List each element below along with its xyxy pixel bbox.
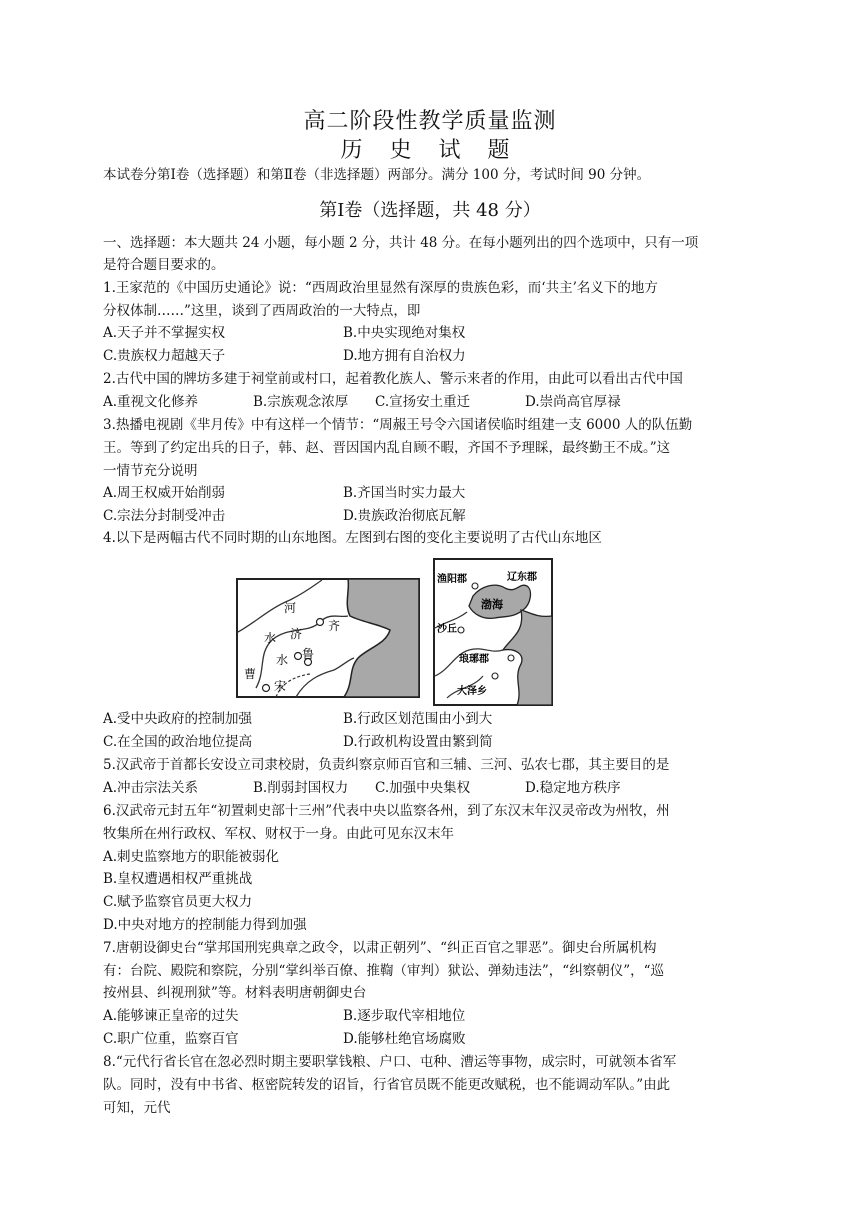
right-map-label-liaodong: 辽东郡 [507, 572, 537, 583]
right-map-label-yuyang: 渔阳郡 [437, 574, 467, 585]
q7-option-d: D.能够杜绝官场腐败 [343, 1031, 466, 1047]
right-map-label-bohai: 渤海 [481, 598, 503, 611]
q5-option-b: B.削弱封国权力 [253, 780, 349, 796]
q6-option-c: C.赋予监察官员更大权力 [103, 894, 253, 910]
q3-option-c: C.宗法分封制受冲击 [103, 508, 226, 524]
q1-option-d: D.地方拥有自治权力 [343, 348, 466, 364]
q2-option-c: C.宣扬安土重迁 [375, 394, 471, 410]
q4-option-b: B.行政区划范围由小到大 [343, 711, 493, 727]
exam-intro: 本试卷分第Ⅰ卷（选择题）和第Ⅱ卷（非选择题）两部分。满分 100 分，考试时间 90 分钟。 [103, 167, 651, 183]
q5-option-a: A.冲击宗法关系 [103, 780, 199, 796]
q5-stem-line-1: 5.汉武帝于首都长安设立司隶校尉，负责纠察京师百官和三辅、三河、弘农七郡，其主要目的是 [103, 757, 670, 773]
instructions-line-2: 是符合题目要求的。 [103, 257, 225, 273]
q1-option-a: A.天子并不掌握实权 [103, 325, 226, 341]
q6-option-b: B.皇权遭遇相权严重挑战 [103, 871, 253, 887]
q2-option-b: B.宗族观念浓厚 [253, 394, 349, 410]
q4-option-c: C.在全国的政治地位提高 [103, 734, 253, 750]
q3-stem-line-1: 3.热播电视剧《芈月传》中有这样一个情节：“周赧王号令六国诸侯临时组建一支 6000 人的队伍勤 [103, 417, 693, 433]
left-map-label-cao: 曹 [244, 667, 257, 681]
q3-stem-line-3: 一情节充分说明 [103, 463, 198, 479]
right-map-label-shaqiu: 沙丘 [437, 624, 457, 635]
q6-stem-line-2: 牧集所在州行政权、军权、财权于一身。由此可见东汉末年 [103, 826, 454, 842]
q2-option-d: D.崇尚高官厚禄 [525, 394, 621, 410]
q8-stem-line-1: 8.“元代行省长官在忽必烈时期主要职掌钱粮、户口、屯种、漕运等事物，成宗时，可就领本省军 [103, 1054, 677, 1070]
instructions-line-1: 一、选择题：本大题共 24 小题，每小题 2 分，共计 48 分。在每小题列出的四个选项中，只有一项 [103, 235, 699, 251]
q1-stem-line-1: 1.王家范的《中国历史通论》说：“西周政治里显然有深厚的贵族色彩，而‘共主’名义下的地方 [103, 280, 658, 296]
q7-option-c: C.职广位重，监察百官 [103, 1031, 239, 1047]
exam-subject: 历 史 试 题 [340, 138, 520, 163]
q7-option-b: B.逐步取代宰相地位 [343, 1008, 466, 1024]
right-map-label-langya: 琅琊郡 [459, 654, 489, 665]
q8-stem-line-2: 队。同时，没有中书省、枢密院转发的诏旨，行省官员既不能更改赋税，也不能调动军队。”由此 [103, 1077, 671, 1093]
q7-stem-line-1: 7.唐朝设御史台“掌邦国刑宪典章之政令，以肃正朝列”、“纠正百官之罪恶”。御史台所属机构 [103, 940, 657, 956]
q6-option-a: A.刺史监察地方的职能被弱化 [103, 849, 280, 865]
right-map-label-dazexiang: 大泽乡 [457, 686, 487, 697]
left-map-label-shui-1: 水 [264, 631, 277, 645]
q6-option-d: D.中央对地方的控制能力得到加强 [103, 917, 307, 933]
q6-stem-line-1: 6.汉武帝元封五年“初置刺史部十三州”代表中央以监察各州，到了东汉末年汉灵帝改为州牧，州 [103, 803, 670, 819]
exam-title: 高二阶段性教学质量监测 [303, 109, 557, 134]
left-map-zhou [236, 578, 420, 698]
q1-option-b: B.中央实现绝对集权 [343, 325, 466, 341]
left-map-label-qi: 齐 [328, 619, 341, 633]
q7-stem-line-2: 有：台院、殿院和察院，分别“掌纠举百僚、推鞫（审判）狱讼、弹劾违法”，“纠察朝仪”，“巡 [103, 963, 665, 979]
q3-option-d: D.贵族政治彻底瓦解 [343, 508, 466, 524]
left-map-label-ji: 济 [290, 627, 303, 641]
q4-option-d: D.行政机构设置由繁到简 [343, 734, 493, 750]
left-map-label-he: 河 [284, 601, 297, 615]
q1-option-c: C.贵族权力超越天子 [103, 348, 226, 364]
q2-option-a: A.重视文化修养 [103, 394, 199, 410]
q4-option-a: A.受中央政府的控制加强 [103, 711, 253, 727]
section-title: 第Ⅰ卷（选择题，共 48 分） [319, 200, 541, 221]
left-map-label-lu: 鲁 [302, 647, 315, 661]
q5-option-c: C.加强中央集权 [375, 780, 471, 796]
q2-stem-line-1: 2.古代中国的牌坊多建于祠堂前或村口，起着教化族人、警示来者的作用，由此可以看出古代中国 [103, 371, 683, 387]
q3-option-a: A.周王权威开始削弱 [103, 485, 226, 501]
left-map-label-shui-2: 水 [276, 653, 289, 667]
q4-stem-line-1: 4.以下是两幅古代不同时期的山东地图。左图到右图的变化主要说明了古代山东地区 [103, 530, 602, 546]
q8-stem-line-3: 可知，元代 [103, 1100, 171, 1116]
q3-option-b: B.齐国当时实力最大 [343, 485, 466, 501]
right-map-qin [433, 558, 553, 706]
q1-stem-line-2: 分权体制……”这里，谈到了西周政治的一大特点，即 [103, 303, 421, 319]
q5-option-d: D.稳定地方秩序 [525, 780, 621, 796]
q7-stem-line-3: 按州县、纠视刑狱”等。材料表明唐朝御史台 [103, 985, 367, 1001]
left-map-label-song: 宋 [274, 679, 287, 693]
q3-stem-line-2: 王。等到了约定出兵的日子，韩、赵、晋因国内乱自顾不暇，齐国不予理睬，最终勤王不成。”这 [103, 440, 671, 456]
q7-option-a: A.能够谏正皇帝的过失 [103, 1008, 239, 1024]
